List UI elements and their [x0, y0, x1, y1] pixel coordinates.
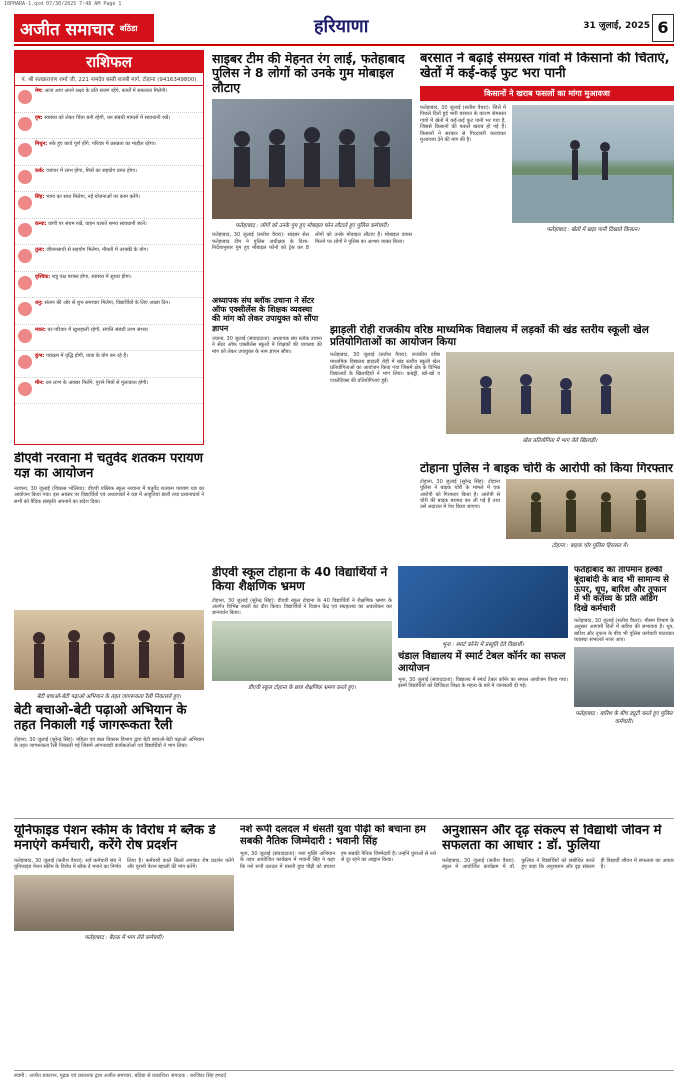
headline: टोहाना पुलिस ने बाइक चोरी के आरोपी को किया गिरफ्तार	[420, 462, 673, 475]
story-body: फतेहाबाद, 30 जुलाई (सतीश वैयरा): जिले में पिछले दिनों हुई भारी बरसात के कारण सेमग्रस्त गांवों में खेतों में कई-कई फुट पानी भर गया है, जिससे किसानों की फसलें खराब हो गई हैं। किसानों ने सरकार से गिरदावरी करवाकर मुआवजा देने की मांग की है।	[420, 104, 506, 143]
story-teacher	[212, 296, 322, 446]
rashi-entry	[15, 351, 203, 378]
rashi-entry	[15, 245, 203, 272]
zodiac-icon	[18, 117, 32, 131]
photo-caption: फतेहाबाद : बारिश के बीच ड्यूटी करते हुए पुलिस कर्मचारी।	[575, 711, 673, 726]
zodiac-icon	[18, 143, 32, 157]
zodiac-icon	[18, 223, 32, 237]
section-title: हरियाणा	[314, 16, 369, 37]
sign-prediction: घर-परिवार में खुशहाली रहेगी, संपत्ति संबंधी लाभ संभव।	[47, 326, 149, 333]
page-number: 6	[652, 14, 674, 42]
issue-date: 31 जुलाई, 2025	[583, 21, 650, 31]
headline: बेटी बचाओ-बेटी पढ़ाओ अभियान के तहत निकाली गई जागरूकता रैली	[14, 703, 187, 733]
rashifal-box	[14, 50, 204, 445]
story-body: टोहाना, 30 जुलाई (सुरेन्द्र सिंह): महिला एवं बाल विकास विभाग द्वारा बेटी बचाओ-बेटी पढ़ाओ अभियान के तहत जागरूकता रैली निकाली गई जिसमें आंगनवाड़ी कार्यकर्ताओं एवं विद्यार्थियों ने भाग लिया।	[14, 736, 204, 750]
rashi-entry	[15, 166, 203, 193]
news-photo	[574, 647, 674, 707]
sign-name: तुला:	[35, 247, 45, 253]
headline: डीएवी स्कूल टोहाना के 40 विद्यार्थियों ने किया शैक्षणिक भ्रमण	[212, 566, 388, 593]
story-sem	[420, 52, 674, 322]
sign-prediction: पराक्रम में वृद्धि होगी, यात्रा के योग बन रहे हैं।	[45, 353, 128, 359]
zodiac-icon	[18, 249, 32, 263]
zodiac-icon	[18, 276, 32, 290]
photo-caption: बेटी बचाओ-बेटी पढ़ाओ अभियान के तहत जागरूकता रैली निकालते हुए।	[36, 694, 182, 700]
story-excursion	[212, 566, 392, 744]
rashi-entry	[15, 86, 203, 113]
news-photo	[14, 610, 204, 690]
headline: अनुशासन और दृढ़ संकल्प से विद्यार्थी जीवन में सफलता का आधार : डॉ. फुलिया	[442, 824, 662, 853]
sign-prediction: जीवनसाथी से सहयोग मिलेगा, नौकरी में तरक्की के योग।	[46, 247, 149, 253]
story-body: भूना, 30 जुलाई (संवाददाता): विद्यालय में स्मार्ट टेबल कॉर्नर का सफल आयोजन किया गया। इसमें विद्यार्थियों को डिजिटल शिक्षा के महत्व के बारे में जानकारी दी गई।	[398, 677, 568, 690]
photo-caption: डीएवी स्कूल टोहाना के छात्र शैक्षणिक भ्रमण करते हुए।	[248, 684, 356, 691]
rashifal-title: राशिफल	[15, 51, 203, 73]
story-body: फतेहाबाद, 30 जुलाई (सतीश वैयरा): सर्व कर्मचारी संघ ने यूनिफाइड पेंशन स्कीम के विरोध में ब्लैक डे मनाने का निर्णय लिया है। कर्मचारी काले बिल्ले लगाकर रोष प्रदर्शन करेंगे और पुरानी पेंशन बहाली की मांग करेंगे।	[14, 857, 234, 871]
story-nasha	[240, 824, 436, 1069]
photo-caption: टोहाना : बाइक चोर पुलिस हिरासत में।	[551, 542, 629, 549]
sign-prediction: शत्रु पक्ष परास्त होगा, स्वास्थ्य में सुधार होगा।	[51, 273, 132, 280]
sign-name: मीन:	[35, 379, 45, 386]
headline: चंडाल विद्यालय में स्मार्ट टेबल कॉर्नर का सफल आयोजन	[398, 651, 566, 674]
headline: नशे रूपी दलदल में धंसती युवा पीढ़ी को बचाना हम सबकी नैतिक जिम्मेदारी : भवानी सिंह	[240, 824, 426, 847]
news-photo	[506, 479, 674, 539]
sign-prediction: आज आप अपने लक्ष्य के प्रति सजग रहेंगे, कार्यों में सफलता मिलेगी।	[44, 88, 168, 94]
story-smartclass	[398, 566, 568, 744]
page-header	[14, 12, 674, 46]
rashi-entry	[15, 378, 203, 405]
paper-name: अजीत समाचार	[20, 19, 114, 40]
sign-name: कुंभ:	[35, 353, 45, 359]
zodiac-icon	[18, 196, 32, 210]
group-photo-illustration	[212, 99, 412, 219]
rashi-entry	[15, 325, 203, 352]
story-kabaddi	[330, 324, 674, 459]
divider	[14, 818, 674, 819]
news-photo	[512, 105, 674, 223]
story-body: भूना, 30 जुलाई (संवाददाता): नशा मुक्ति अभियान के तहत आयोजित कार्यक्रम में भवानी सिंह ने कहा कि नशे रूपी दलदल में धंसती युवा पीढ़ी को बचाना हम सबकी नैतिक जिम्मेदारी है। उन्होंने युवाओं से नशे से दूर रहने का आह्वान किया।	[240, 851, 436, 870]
story-body: फतेहाबाद, 30 जुलाई (सतीश वैयरा): साइबर सेल फतेहाबाद टीम ने पुलिस अधीक्षक के दिशा-निर्देशानुसार गुम हुए मोबाइल फोनों को ट्रेस कर 8 लोगों को उनके मोबाइल लौटाए हैं। मोबाइल वापस मिलने पर लोगों ने पुलिस का आभार व्यक्त किया।	[212, 232, 412, 251]
zodiac-icon	[18, 355, 32, 369]
headline: साइबर टीम की मेहनत रंग लाई, फतेहाबाद पुलिस ने 8 लोगों को उनके गुम मोबाइल लौटाए	[212, 52, 405, 95]
sign-prediction: रुके हुए कार्य पूर्ण होंगे, परिवार में प्रसन्नता का माहौल रहेगा।	[48, 141, 156, 147]
headline: बरसात ने बढ़ाई सेमग्रस्त गांवों में किसानों की चिंताएं, खेतों में कई-कई फुट भरा पानी	[420, 52, 670, 81]
sign-name: कर्क:	[35, 167, 45, 174]
sign-name: मेष:	[35, 88, 43, 94]
story-body: फतेहाबाद, 30 जुलाई (सतीश वैयरा): राजकीय वरिष्ठ माध्यमिक विद्यालय झाड़ली रोही में खंड स्तरीय स्कूली खेल प्रतियोगिताओं का आयोजन किया गया जिसमें क्षेत्र के विभिन्न विद्यालयों के खिलाड़ियों ने भाग लिया। कबड्डी, खो-खो व एथलेटिक्स की प्रतियोगिताएं हुईं।	[330, 352, 440, 384]
zodiac-icon	[18, 382, 32, 396]
sign-name: मकर:	[35, 326, 46, 333]
sign-prediction: धन लाभ के अवसर मिलेंगे, पुराने मित्रों से मुलाकात होगी।	[45, 379, 149, 386]
news-photo	[446, 352, 674, 434]
zodiac-icon	[18, 302, 32, 316]
zodiac-icon	[18, 329, 32, 343]
rashi-entry	[15, 139, 203, 166]
sign-prediction: वाणी पर संयम रखें, वाहन चलाते समय सावधानी बरतें।	[48, 220, 147, 227]
headline: अध्यापक संघ ब्लॉक उचाना ने सेंटर ऑफ एक्सीलेंस के शिक्षक व्यवस्था की मांग को लेकर उपायुक्त को सौंपा ज्ञापन	[212, 296, 319, 333]
zodiac-icon	[18, 170, 32, 184]
story-beti	[14, 610, 204, 810]
photo-caption: भूना : स्मार्ट कॉर्नर में प्रस्तुति देते विद्यार्थी।	[442, 642, 524, 648]
headline: यूनिफाइड पेंशन स्कीम के विरोध में ब्लैक डे मनाएंगे कर्मचारी, करेंगे रोष प्रदर्शन	[14, 824, 216, 853]
sign-name: वृश्चिक:	[35, 273, 51, 280]
rashi-entry	[15, 298, 203, 325]
sign-name: धनु:	[35, 300, 43, 306]
sign-name: वृष:	[35, 114, 43, 121]
sign-prediction: संतान की ओर से शुभ समाचार मिलेगा, विद्यार्थियों के लिए अच्छा दिन।	[44, 300, 170, 306]
edition-city: बठिंडा	[119, 23, 138, 33]
headline: फतेहाबाद का तापमान हल्की बूंदाबांदी के बाद भी सामान्य से ऊपर, धूप, बारिश और तूफान में भी कर्तव्य के प्रति अडिग दिखे कर्मचारी	[574, 566, 669, 615]
news-photo	[212, 99, 412, 219]
police-group-illustration	[506, 479, 674, 539]
photo-caption: फतेहाबाद : बैठक में भाग लेते कर्मचारी।	[84, 934, 164, 941]
rally-illustration	[14, 610, 204, 690]
story-body: उचाना, 30 जुलाई (संवाददाता): अध्यापक संघ ब्लॉक उचाना ने सेंटर ऑफ एक्सीलेंस स्कूलों में शिक्षकों की व्यवस्था की मांग को लेकर उपायुक्त के नाम ज्ञापन सौंपा।	[212, 335, 322, 355]
sign-prediction: स्वास्थ्य को लेकर चिंता बनी रहेगी, धन संबंधी मामलों में सावधानी रखें।	[44, 114, 171, 121]
story-discipline	[442, 824, 674, 1069]
zodiac-icon	[18, 90, 32, 104]
sub-headline-bar: किसानों ने खराब फसलों का मांगा मुआवजा	[420, 86, 674, 101]
news-photo	[212, 621, 392, 681]
rashi-entry	[15, 192, 203, 219]
story-tohana-police	[420, 462, 674, 582]
sign-name: कन्या:	[35, 220, 47, 227]
photo-caption: खेल प्रतियोगिता में भाग लेते खिलाड़ी।	[522, 438, 598, 445]
print-slug: 10PHARA-1.qxd 07/30/2025 7:48 AM Page 1	[4, 1, 122, 7]
story-body: टोहाना, 30 जुलाई (सुरेन्द्र सिंह): डीएवी स्कूल टोहाना के 40 विद्यार्थियों ने शैक्षणिक भ्रमण के अंतर्गत विभिन्न स्थलों का दौरा किया। विद्यार्थियों ने विज्ञान केंद्र एवं संग्रहालय का अवलोकन कर ज्ञानवर्धन किया।	[212, 597, 392, 617]
story-body: फतेहाबाद, 30 जुलाई (सतीश वैयरा): मौसम विभाग के अनुसार आगामी दिनों में बारिश की संभावना है। धूप, बारिश और तूफान के बीच भी पुलिस कर्मचारी यातायात व्यवस्था संभालते नजर आए।	[574, 617, 674, 644]
kabaddi-players-illustration	[446, 352, 666, 434]
photo-caption: फतेहाबाद : खेतों में खड़ा पानी दिखाते किसान।	[546, 226, 640, 233]
story-mobile	[212, 52, 412, 287]
sign-prediction: भाग्य का साथ मिलेगा, नई योजनाओं पर काम करेंगे।	[45, 194, 141, 200]
rashi-entry	[15, 219, 203, 246]
rashi-entry	[15, 272, 203, 299]
sign-name: सिंह:	[35, 194, 45, 200]
story-body: नरवाना, 30 जुलाई (विकास भोलिया): डीएवी पब्लिक स्कूल नरवाना में चतुर्वेद शतकम परायण यज्ञ का आयोजन किया गया। इस अवसर पर विद्यार्थियों एवं अध्यापकों ने यज्ञ में आहुतियां डालीं तथा प्रधानाचार्य ने सभी को वैदिक संस्कृति अपनाने का संदेश दिया।	[14, 485, 204, 505]
news-photo	[14, 875, 234, 931]
news-photo	[398, 566, 568, 638]
story-weather	[574, 566, 674, 816]
headline: डीएवी नरवाना में चतुर्वेद शतकम परायण यज्ञ का आयोजन	[14, 452, 204, 481]
sign-prediction: व्यापार में लाभ होगा, मित्रों का सहयोग प्राप्त होगा।	[46, 167, 137, 174]
photo-caption: फतेहाबाद : लोगों को उनके गुम हुए मोबाइल फोन लौटाते हुए पुलिस कर्मचारी।	[235, 223, 389, 230]
headline: झाड़ली रोही राजकीय वरिष्ठ माध्यमिक विद्यालय में लड़कों की खंड स्तरीय स्कूली खेल प्रतियोगिताओं का आयोजन किया	[330, 324, 649, 349]
story-body: टोहाना, 30 जुलाई (सुरेन्द्र सिंह): टोहाना पुलिस ने बाइक चोरी के मामले में एक आरोपी को गिरफ्तार किया है। आरोपी से चोरी की बाइक बरामद कर ली गई है तथा उसे अदालत में पेश किया जाएगा।	[420, 478, 500, 511]
sign-name: मिथुन:	[35, 141, 48, 147]
story-narwana	[14, 452, 204, 602]
story-pension	[14, 824, 234, 1069]
masthead	[14, 14, 154, 42]
rashifal-list	[15, 86, 203, 404]
flooded-field-illustration	[512, 105, 672, 223]
imprint-footer: स्वामी : अजीत प्रकाशन, मुद्रक एवं प्रकाशक द्वारा अजीत समाचार, बठिंडा से प्रकाशित। संपादक : बरजिंदर सिंह हमदर्द	[14, 1070, 674, 1079]
story-body: फतेहाबाद, 30 जुलाई (सतीश वैयरा): स्कूल में आयोजित कार्यक्रम में डॉ. फुलिया ने विद्यार्थियों को संबोधित करते हुए कहा कि अनुशासन और दृढ़ संकल्प ही विद्यार्थी जीवन में सफलता का आधार है।	[442, 857, 674, 871]
rashifal-subtitle: पं. श्री सतन्नारायण शर्मा जी, 221 नामदेव बस्ती शास्त्री मार्ग, टोहाना (9416349800)	[15, 73, 203, 86]
rashi-entry	[15, 113, 203, 140]
